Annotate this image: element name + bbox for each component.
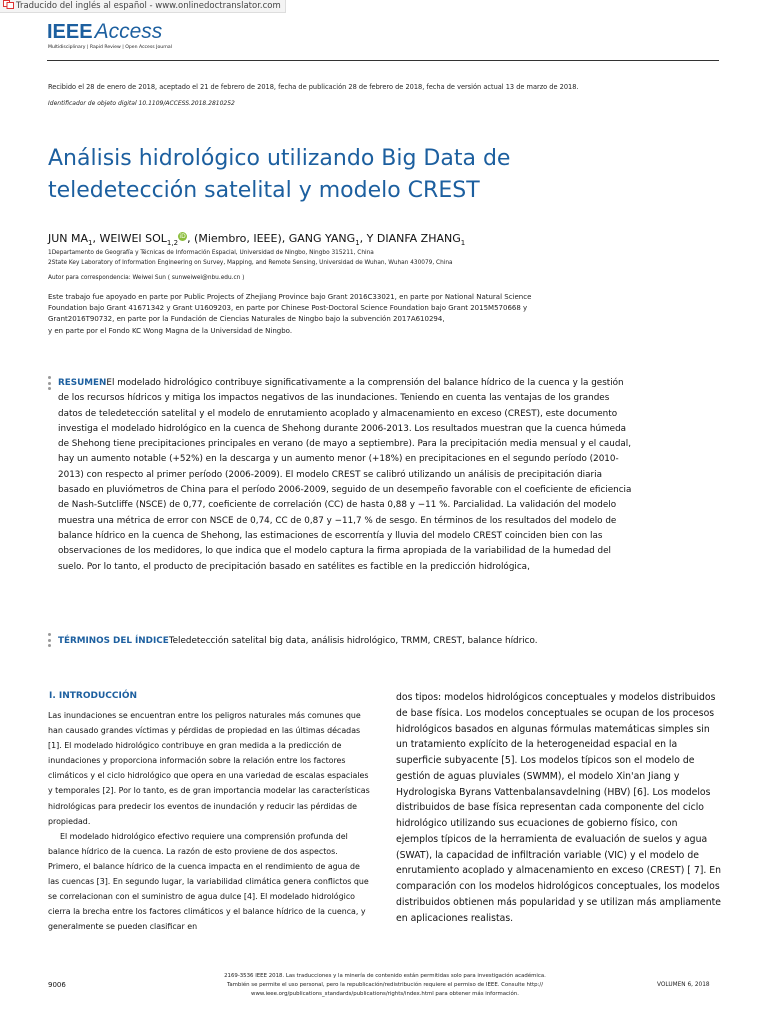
page-number: 9006 <box>48 981 66 989</box>
author-name: , (Miembro, IEEE), GANG YANG <box>187 232 356 245</box>
copyright-line: 2169-3536 IEEE 2018. Las traducciones y la minería de contenido están permitidas solo para investigación académica. <box>224 973 546 979</box>
author-name: JUN MA <box>48 232 89 245</box>
paragraph: El modelado hidrológico efectivo requiere una comprensión profunda del balance hídrico de la cuenca. La razón de esto proviene de dos aspectos. Primero, el balance hídrico de la cuenca impacta en el rendimiento de agua de las cuencas [3]. En segundo lugar, la variabilidad climática genera conflictos que se correlacionan con el suministro de agua dulce [4]. El modelado hidrológico cierra la brecha entre los factores climáticos y el balance hídrico de la cuenca, y generalmente se pueden clasificar en <box>48 831 369 932</box>
funding-note <box>48 292 608 337</box>
title-line-2: teledetección satelital y modelo CREST <box>48 178 480 203</box>
orcid-icon[interactable]: iD <box>179 233 186 240</box>
body-column-right <box>396 690 722 926</box>
copyright-notice <box>200 972 570 999</box>
rights-link[interactable]: www.ieee.org/publications_standards/publications/rights/index.html para obtener más información. <box>251 991 519 997</box>
logo-access: Access <box>94 20 163 43</box>
header-rule <box>47 60 719 61</box>
author-name: , WEIWEI SOL <box>92 232 167 245</box>
affiliation-2: 2State Key Laboratory of Information Engineering on Survey, Mapping, and Remote Sensing, Universidad de Wuhan, Wuhan 430079, China <box>48 260 453 266</box>
paragraph: Las inundaciones se encuentran entre los peligros naturales más comunes que han causado grandes víctimas y pérdidas de propiedad en las últimas décadas [1]. El modelado hidrológico contribuye en gran medida a la predicción de inundaciones y proporciona información sobre la relación entre los factores climáticos y el ciclo hidrológico que opera en una variedad de escalas espaciales y temporales [2]. Por lo tanto, es de gran importancia modelar las características hidrológicas para predecir los eventos de inundación y reducir las pérdidas de propiedad. <box>48 711 370 826</box>
volume-label: VOLUMEN 6, 2018 <box>657 982 710 988</box>
affiliation-1: 1Departamento de Geografía y Técnicas de Información Espacial, Universidad de Ningbo, Ningbo 315211, China <box>48 250 374 256</box>
paragraph: dos tipos: modelos hidrológicos conceptuales y modelos distribuidos de base física. Los modelos conceptuales se ocupan de los procesos hidrológicos basados en algunas fórmulas matemáticas simples sin un tratamiento explícito de la heterogeneidad espacial en la superficie subyacente [5]. Los modelos típicos son el modelo de gestión de aguas pluviales (SWMM), el modelo Xin'an Jiang y Hydrologiska Byrans Vattenbalansavdelning (HBV) [6]. Los modelos distribuidos de base física representan cada componente del ciclo hidrológico utilizando sus ecuaciones de gobierno físico, con ejemplos típicos de la herramienta de evaluación de suelos y agua (SWAT), la capacidad de infiltración variable (VIC) y el modelo de enrutamiento acoplado y almacenamiento en exceso (CREST) [ 7]. En comparación con los modelos hidrológicos conceptuales, los modelos distribuidos obtienen más popularidad y se utilizan más ampliamente en aplicaciones realistas. <box>396 692 722 924</box>
abstract-label: RESUMEN <box>58 378 107 388</box>
author-affil-sup: 1,2 <box>166 239 179 248</box>
author-list <box>48 232 465 247</box>
index-terms-label: TÉRMINOS DEL ÍNDICE <box>58 636 169 646</box>
author-affil-sup: 1 <box>355 239 360 248</box>
author-affil-sup: 1 <box>460 239 466 248</box>
journal-logo <box>47 20 162 44</box>
translate-icon <box>3 0 14 9</box>
author-affil-sup: 1 <box>88 239 93 248</box>
index-terms-text: Teledetección satelital big data, análisis hidrológico, TRMM, CREST, balance hídrico. <box>168 636 538 646</box>
index-terms <box>58 634 658 648</box>
section-heading: I. INTRODUCCIÓN <box>49 691 138 701</box>
funding-line: y en parte por el Fondo KC Wong Magna de la Universidad de Ningbo. <box>48 326 293 335</box>
article-dates: Recibido el 28 de enero de 2018, aceptado el 21 de febrero de 2018, fecha de publicación 28 de febrero de 2018, fecha de versión actual 13 de marzo de 2018. <box>48 83 579 91</box>
title-line-1: Análisis hidrológico utilizando Big Data de <box>48 146 511 171</box>
funding-line: Grant2016T90732, en parte por la Fundación de Ciencias Naturales de Ningbo bajo la subvención 2017A610294, <box>48 315 445 324</box>
correspondence: Autor para correspondencia: Weiwei Sun ( sunweiwei@nbu.edu.cn ) <box>48 275 245 281</box>
body-column-left <box>48 708 370 934</box>
translation-banner-text: Traducido del inglés al español - www.onlinedoctranslator.com <box>16 1 281 11</box>
doi: Identificador de objeto digital 10.1109/ACCESS.2018.2810252 <box>48 100 235 107</box>
translation-banner[interactable] <box>0 0 286 13</box>
funding-line: Foundation bajo Grant 41671342 y Grant U1609203, en parte por Chinese Post-Doctoral Science Foundation bajo Grant 2015M570668 y <box>48 304 528 313</box>
abstract-marker-icon <box>48 376 51 393</box>
abstract <box>58 376 632 575</box>
abstract-text: El modelado hidrológico contribuye significativamente a la comprensión del balance hídrico de la cuenca y la gestión de los recursos hídricos y mitiga los impactos negativos de las inundaciones. Teniendo en cuenta las ventajas de los grandes datos de teledetección satelital y el modelo de enrutamiento acoplado y almacenamiento en exceso (CREST), este documento investiga el modelado hidrológico en la cuenca de Shehong durante 2006-2013. Los resultados muestran que la cuenca húmeda de Shehong tiene precipitaciones principales en verano (de mayo a septiembre). Para la precipitación media mensual y el caudal, hay un aumento notable (+52%) en la descarga y un aumento menor (+18%) en precipitaciones en el segundo período (2010-2013) con respecto al primer período (2006-2009). El modelo CREST se calibró utilizando un análisis de precipitación diaria basado en pluviómetros de China para el período 2006-2009, seguido de un desempeño favorable con el coeficiente de eficiencia de Nash-Sutcliffe (NSCE) de 0,77, coeficiente de correlación (CC) de hasta 0,88 y −11 %. Parcialidad. La validación del modelo muestra una métrica de error con NSCE de 0,74, CC de 0,87 y −11,7 % de sesgo. En términos de los resultados del modelo de balance hídrico en la cuenca de Shehong, las estimaciones de escorrentía y lluvia del modelo CREST coinciden bien con las observaciones de los medidores, lo que indica que el modelo captura la firma apropiada de la variabilidad de la humedad del suelo. Por lo tanto, el producto de precipitación basado en satélites es factible en la predicción hidrológica, <box>58 378 632 572</box>
funding-line: Este trabajo fue apoyado en parte por Public Projects of Zhejiang Province bajo Grant 2016C33021, en parte por National Natural Science <box>48 293 532 301</box>
journal-tagline: Multidisciplinary | Rapid Review | Open Access Journal <box>48 45 173 50</box>
keywords-marker-icon <box>48 633 51 650</box>
copyright-line: También se permite el uso personal, pero la republicación/redistribución requiere el permiso de IEEE. Consulte http:// <box>226 982 544 988</box>
logo-ieee: IEEE <box>47 21 93 43</box>
article-title <box>48 143 608 207</box>
author-name: , Y DIANFA ZHANG <box>359 232 461 245</box>
